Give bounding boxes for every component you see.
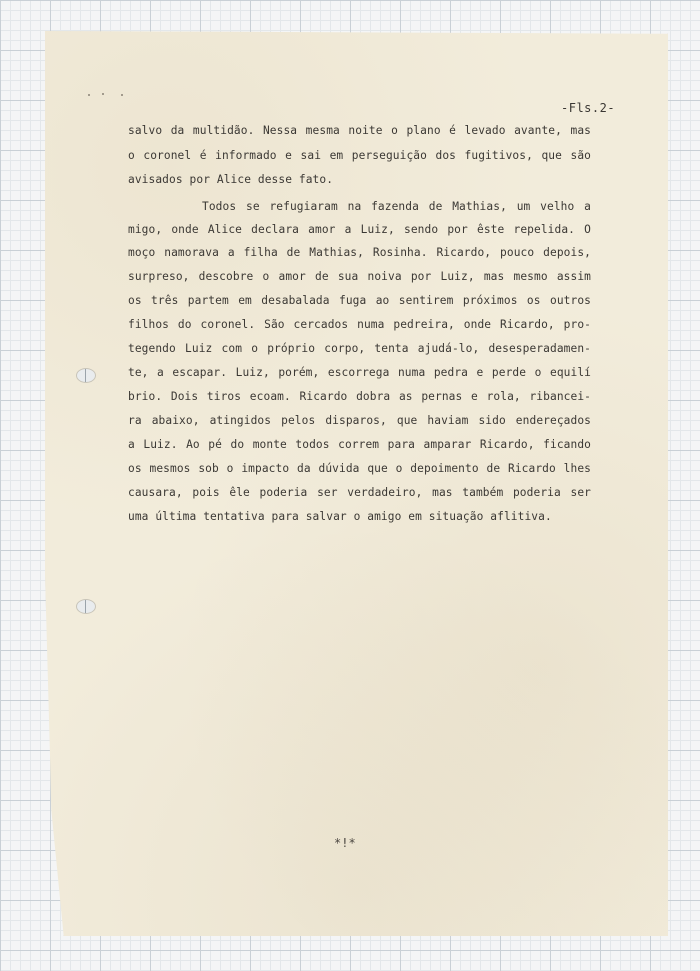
text-line: filhos do coronel. São cercados numa pedreira, onde Ricardo, pro-: [128, 318, 591, 331]
text-line: migo, onde Alice declara amor a Luiz, sendo por êste repelida. O: [128, 223, 591, 236]
text-line: ra abaixo, atingidos pelos disparos, que haviam sido endereçados: [128, 414, 591, 427]
text-line: Todos se refugiaram na fazenda de Mathias, um velho a: [202, 200, 591, 213]
text-line: te, a escapar. Luiz, porém, escorrega numa pedra e perde o equilí: [128, 366, 591, 379]
text-line: os três partem em desabalada fuga ao sentirem próximos os outros: [128, 294, 591, 307]
punch-hole-top: [76, 368, 96, 383]
text-line: avisados por Alice desse fato.: [128, 173, 334, 186]
ink-specks: [88, 93, 128, 97]
page-number: -Fls.2-: [561, 101, 616, 115]
text-line: uma última tentativa para salvar o amigo em situação aflitiva.: [128, 510, 552, 523]
text-line: moço namorava a filha de Mathias, Rosinha. Ricardo, pouco depois,: [128, 246, 591, 259]
text-line: tegendo Luiz com o próprio corpo, tenta ajudá-lo, desesperadamen-: [128, 342, 591, 355]
text-line: os mesmos sob o impacto da dúvida que o depoimento de Ricardo lhes: [128, 462, 591, 475]
text-line: causara, pois êle poderia ser verdadeiro, mas também poderia ser: [128, 486, 591, 499]
text-line: brio. Dois tiros ecoam. Ricardo dobra as pernas e rola, ribancei-: [128, 390, 591, 403]
punch-hole-bottom: [76, 599, 96, 614]
text-line: surpreso, descobre o amor de sua noiva por Luiz, mas mesmo assim: [128, 270, 591, 283]
typewritten-page: [45, 31, 668, 936]
text-line: salvo da multidão. Nessa mesma noite o plano é levado avante, mas: [128, 124, 591, 137]
text-line: a Luiz. Ao pé do monte todos correm para amparar Ricardo, ficando: [128, 438, 591, 451]
footer-mark: *!*: [334, 836, 356, 850]
text-line: o coronel é informado e sai em perseguição dos fugitivos, que são: [128, 149, 591, 162]
